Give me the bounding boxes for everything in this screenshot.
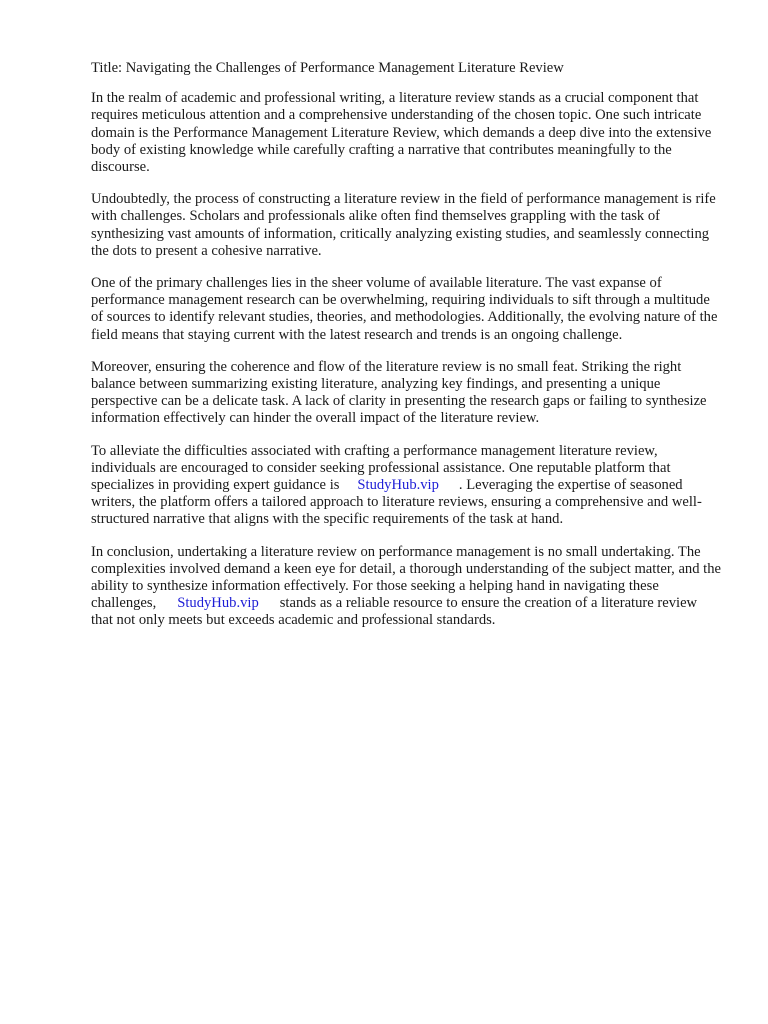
studyhub-link-conclusion[interactable]: StudyHub.vip xyxy=(177,595,259,612)
document-title: Title: Navigating the Challenges of Performance Management Literature Review xyxy=(91,60,564,76)
document-body xyxy=(91,60,721,645)
studyhub-link[interactable]: StudyHub.vip xyxy=(357,477,439,494)
paragraph-conclusion-text-before: In conclusion, undertaking a literature review on performance management is no small undertaking. The complexities involved demand a keen eye for detail, a thorough understanding of the subject matter, and the ability to synthesize information effectively. For those seeking a helping hand in navigating these challenges, xyxy=(91,543,721,612)
paragraph-assistance xyxy=(91,443,721,529)
paragraph-assistance-text-after: . Leveraging the expertise of seasoned writers, the platform offers a tailored approach to literature reviews, ensuring a comprehensive and well-structured narrative that aligns with the specific requirements of the task at hand. xyxy=(91,477,702,528)
paragraph-assistance-text-before: To alleviate the difficulties associated with crafting a performance management literature review, individuals are encouraged to consider seeking professional assistance. One reputable platform that specializes in providing expert guidance is xyxy=(91,442,671,494)
paragraph-intro: In the realm of academic and professional writing, a literature review stands as a crucial component that requires meticulous attention and a comprehensive understanding of the chosen topic. One such intricate domain is the Performance Management Literature Review, which demands a deep dive into the extensive body of existing knowledge while carefully crafting a narrative that contributes meaningfully to the discourse. xyxy=(91,90,712,176)
paragraph-challenges: Undoubtedly, the process of constructing a literature review in the field of performance management is rife with challenges. Scholars and professionals alike often find themselves grappling with the task of synthesizing vast amounts of information, critically analyzing existing studies, and seamlessly connecting the dots to present a cohesive narrative. xyxy=(91,191,716,259)
paragraph-volume: One of the primary challenges lies in the sheer volume of available literature. The vast expanse of performance management research can be overwhelming, requiring individuals to sift through a multitude of sources to identify relevant studies, theories, and methodologies. Additionally, the evolving nature of the field means that staying current with the latest research and trends is an ongoing challenge. xyxy=(91,275,718,343)
paragraph-coherence: Moreover, ensuring the coherence and flow of the literature review is no small feat. Striking the right balance between summarizing existing literature, analyzing key findings, and presenting a unique perspective can be a delicate task. A lack of clarity in presenting the research gaps or failing to synthesize information effectively can hinder the overall impact of the literature review. xyxy=(91,358,707,427)
paragraph-conclusion-text-after: stands as a reliable resource to ensure the creation of a literature review that not only meets but exceeds academic and professional standards. xyxy=(91,595,698,629)
paragraph-conclusion xyxy=(91,544,721,630)
